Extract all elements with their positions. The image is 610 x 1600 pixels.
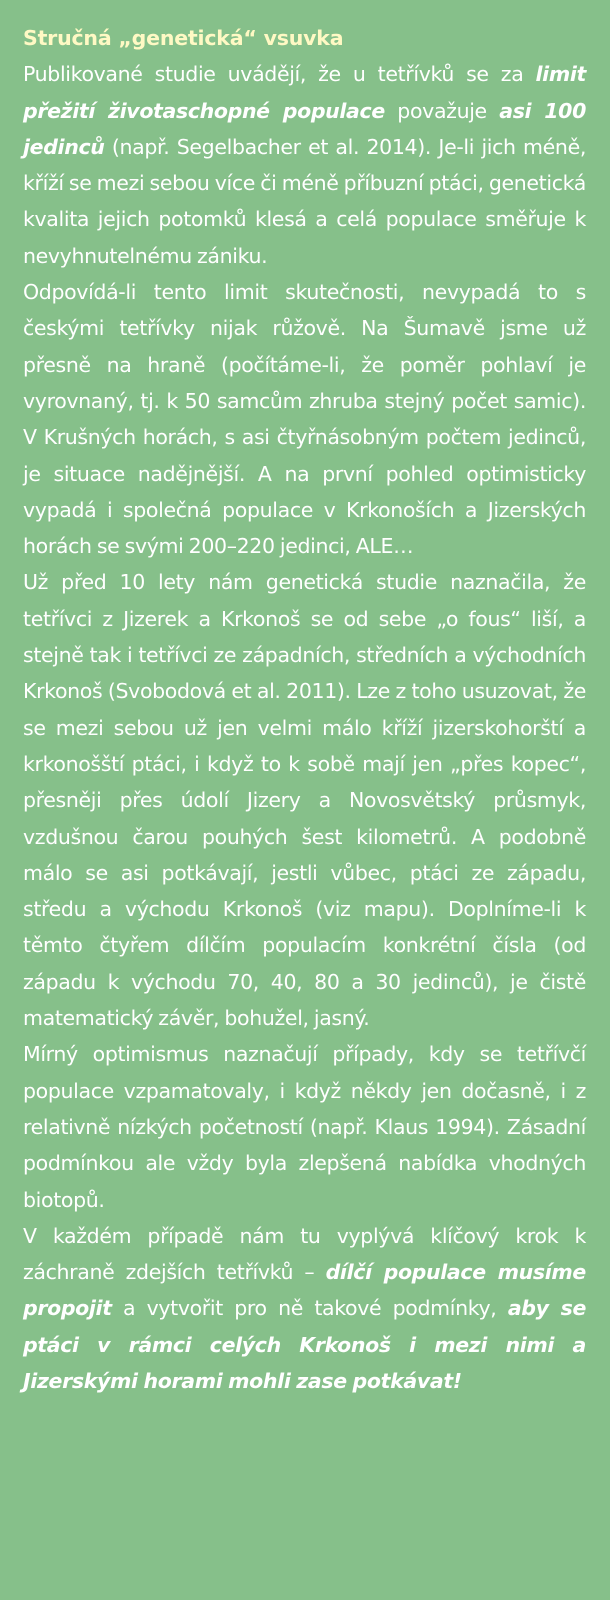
paragraph-text: považuje: [384, 98, 500, 123]
paragraph-text: Odpovídá-li tento limit skutečnosti, nevypadá to s českými tetřívky nijak růžově. Na Šumavě jsme už přesně na hraně (počítáme-li, že poměr pohlaví je vyrovnaný, tj. k 50 samcům zhruba stejný počet samic). V Krušných horách, s asi čtyřnásobným počtem jedinců, je situace nadějnější. A na první pohled optimisticky vypadá i společná populace v Krkonoších a Jizerských horách se svými 200–220 jedinci, ALE…: [23, 280, 586, 559]
body-paragraph: [23, 56, 586, 274]
paragraph-text: (např. Segelbacher et al. 2014). Je-li jich méně, kříží se mezi sebou více či méně příbuzní ptáci, genetická kvalita jejich potomků klesá a celá populace směřuje k nevyhnutelnému zániku.: [23, 134, 586, 268]
emphasized-text: aby se ptáci v rámci celých Krkonoš i mezi nimi a Jizerskými horami mohli zase potkávat!: [23, 1296, 586, 1393]
body-paragraph: [23, 1218, 586, 1399]
emphasized-text: asi 100 jedinců: [23, 98, 586, 159]
body-paragraph: [23, 1036, 586, 1217]
body-paragraph: [23, 274, 586, 564]
paragraph-text: Mírný optimismus naznačují případy, kdy se tetřívčí populace vzpamatovaly, i když někdy jen dočasně, i z relativně nízkých početností (např. Klaus 1994). Zásadní podmínkou ale vždy byla zlepšená nabídka vhodných biotopů.: [23, 1042, 586, 1212]
body-paragraph: [23, 564, 586, 1036]
emphasized-text: dílčí populace musíme propojit: [23, 1260, 586, 1321]
paragraph-text: Publikované studie uvádějí, že u tetřívků se za: [23, 62, 536, 87]
paragraph-text: V každém případě nám tu vyplývá klíčový krok k záchraně zdejších tetřívků –: [23, 1223, 586, 1285]
paragraph-text: Už před 10 lety nám genetická studie naznačila, že tetřívci z Jizerek a Krkonoš se od sebe „o fous“ liší, a stejně tak i tetřívci ze západních, středních a východních Krkonoš (Svobodová et al. 2011). Lze z toho usuzovat, že se mezi sebou už jen velmi málo kříží jizerskohorští a krkonošští ptáci, i když to k sobě mají jen „přes kopec“, přesněji přes údolí Jizery a Novosvětský průsmyk, vzdušnou čarou pouhých šest kilometrů. A podobně málo se asi potkávají, jestli vůbec, ptáci ze západu, středu a východu Krkonoš (viz mapu). Doplníme-li k těmto čtyřem dílčím populacím konkrétní čísla (od západu k východu 70, 40, 80 a 30 jedinců), je čistě matematický závěr, bohužel, jasný.: [23, 570, 586, 1031]
box-body: [23, 56, 586, 1399]
emphasized-text: limit přežití životaschopné populace: [23, 62, 586, 123]
paragraph-text: a vytvořit pro ně takové podmínky,: [111, 1296, 508, 1321]
box-heading: Stručná „genetická“ vsuvka: [23, 26, 344, 50]
